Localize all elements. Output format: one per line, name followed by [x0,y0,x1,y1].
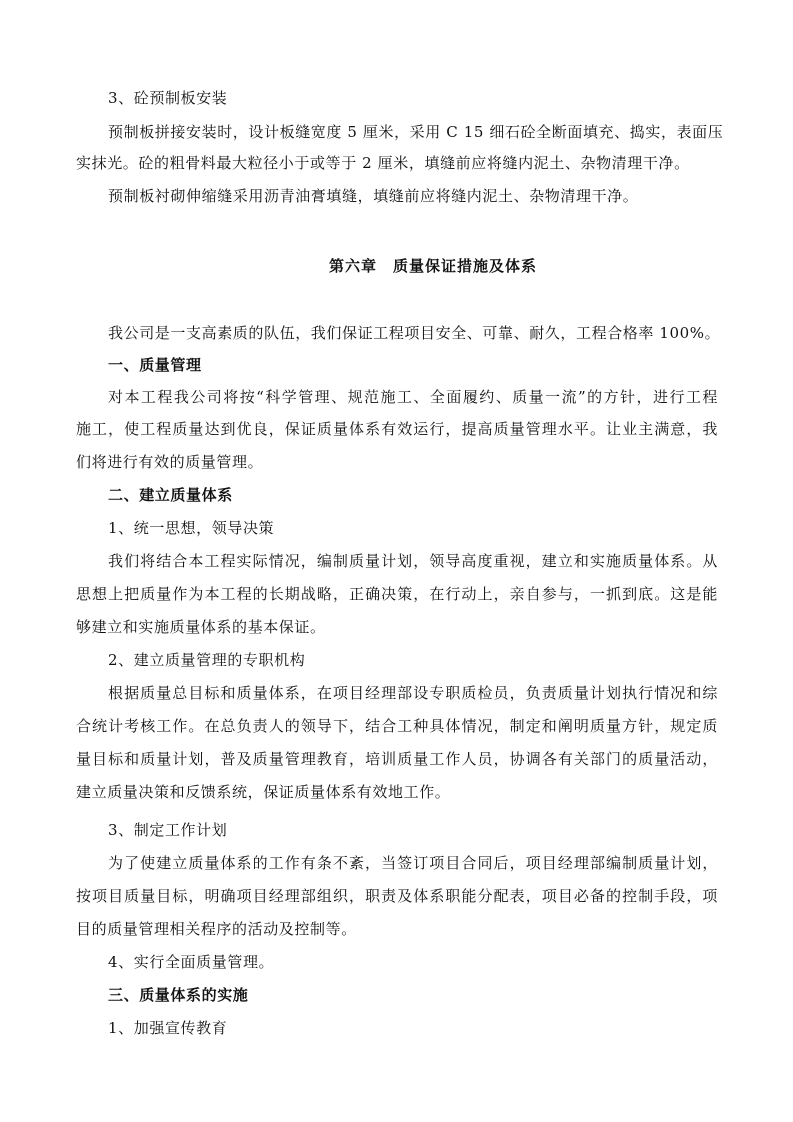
paragraph-line: 建立质量决策和反馈系统，保证质量体系有效地工作。 [76,783,451,801]
paragraph-line: 预制板拼接安装时，设计板缝宽度 5 厘米，采用 C 15 细石砼全断面填充、捣实，表面压 [108,123,724,141]
paragraph-line: 量目标和质量计划，普及质量管理教育，培训质量工作人员，协调各有关部门的质量活动， [76,750,718,768]
paragraph-line: 实抹光。砼的粗骨料最大粒径小于或等于 2 厘米，填缝前应将缝内泥土、杂物清理干净。 [76,154,690,172]
paragraph-line: 们将进行有效的质量管理。 [76,453,264,471]
item-heading: 2、建立质量管理的专职机构 [108,651,306,669]
part1-heading: 一、质量管理 [108,356,202,374]
paragraph-line: 够建立和实施质量体系的基本保证。 [76,618,326,636]
paragraph-line: 对本工程我公司将按“科学管理、规范施工、全面履约、质量一流”的方针，进行工程 [108,388,718,406]
paragraph-line: 按项目质量目标，明确项目经理部组织，职责及体系职能分配表，项目必备的控制手段，项 [76,887,718,905]
item-heading: 1、加强宣传教育 [108,1019,228,1037]
paragraph-line: 预制板衬砌伸缩缝采用沥青油膏填缝，填缝前应将缝内泥土、杂物清理干净。 [108,187,639,205]
paragraph-line: 为了使建立质量体系的工作有条不紊，当签订项目合同后，项目经理部编制质量计划， [108,854,718,872]
chapter-title: 第六章 质量保证措施及体系 [328,257,537,275]
paragraph-line: 我们将结合本工程实际情况，编制质量计划，领导高度重视，建立和实施质量体系。从 [108,552,718,570]
intro-paragraph: 我公司是一支高素质的队伍，我们保证工程项目安全、可靠、耐久，工程合格率 100%。 [108,324,721,342]
item-heading: 3、制定工作计划 [108,821,228,839]
paragraph-line: 根据质量总目标和质量体系，在项目经理部设专职质检员，负责质量计划执行情况和综 [108,684,718,702]
item-heading: 1、统一思想，领导决策 [108,519,275,537]
section-heading-precast-slab: 3、砼预制板安装 [108,89,228,107]
paragraph-line: 合统计考核工作。在总负责人的领导下，结合工种具体情况，制定和阐明质量方针，规定质 [76,717,718,735]
part3-heading: 三、质量体系的实施 [108,986,249,1004]
paragraph-line: 施工，使工程质量达到优良，保证质量体系有效运行，提高质量管理水平。让业主满意，我 [76,420,718,438]
paragraph-line: 思想上把质量作为本工程的长期战略，正确决策，在行动上，亲自参与，一抓到底。这是能 [76,585,718,603]
paragraph-line: 目的质量管理相关程序的活动及控制等。 [76,920,357,938]
part2-heading: 二、建立质量体系 [108,486,233,504]
item-heading: 4、实行全面质量管理。 [108,953,275,971]
